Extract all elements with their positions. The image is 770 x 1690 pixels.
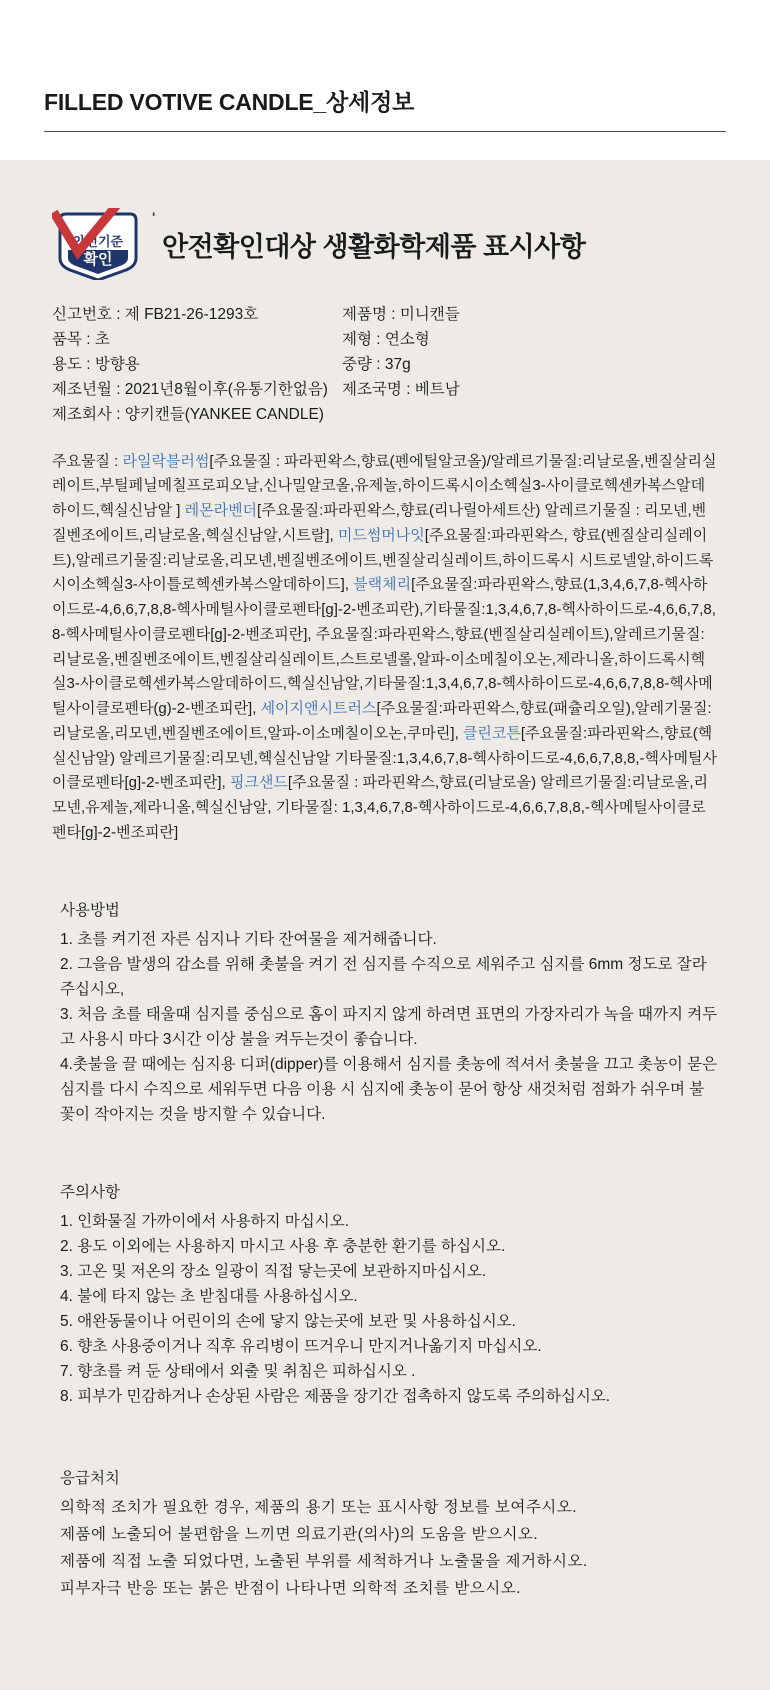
emergency-line: 제품에 직접 노출 되었다면, 노출된 부위를 세척하거나 노출물을 제거하시오. [60, 1552, 588, 1570]
ingredient-name: 라일락블러썸 [122, 452, 210, 470]
usage-title: 사용방법 [60, 901, 120, 919]
emergency-line: 의학적 조치가 필요한 경우, 제품의 용기 또는 표시사항 정보를 보여주시오. [60, 1498, 578, 1516]
ingredient-detail: [주요물질:파라핀왁스,향료(헥실신남알) 알레르기물질:리모넨,헥실신남알 기타물질:1,3,4,6,7,8-헥사하이드로-4,6,6,7,8,8,-헥사메틸사이클로펜타[g]-2-벤조피란], [52, 724, 717, 792]
usage-body [52, 927, 718, 1128]
caution-line: 5. 애완동물이나 어린이의 손에 닿지 않는곳에 보관 및 사용하십시오. [60, 1313, 516, 1331]
ingredient-name: 핑크샌드 [229, 774, 288, 792]
product-info-left [52, 302, 342, 428]
page-title: FILLED VOTIVE CANDLE_상세정보 [44, 89, 415, 115]
header-divider [44, 131, 726, 132]
ingredient-detail: [주요물질 : 파라핀왁스,향료(펜에틸알코올)/알레르기물질:리날로올,벤질살리실레이트,부틸페닐메칠프로피오날,신나밀알코올,유제놀,하이드록시이소헥실3-사이클로헥센카복스알데하이드,헥실신남알 ] [52, 452, 717, 520]
caution-body [52, 1209, 718, 1410]
page-header [0, 0, 770, 131]
product-info-right [342, 302, 718, 428]
info-manufacture-date: 제조년월 : 2021년8월이후(유통기한없음) [52, 381, 328, 399]
info-manufacturer: 제조회사 : 양키캔들(YANKEE CANDLE) [52, 406, 324, 424]
caution-title: 주의사항 [60, 1183, 120, 1201]
usage-line: 2. 그을음 발생의 감소를 위해 촛불을 켜기 전 심지를 수직으로 세워주고 심지를 6mm 정도로 잘라 주십시오, [60, 955, 707, 998]
caution-line: 7. 향초를 켜 둔 상태에서 외출 및 취침은 피하십시오 . [60, 1363, 416, 1381]
info-product-name: 제품명 : 미니캔들 [342, 306, 460, 323]
ingredient-name: 레몬라벤더 [184, 502, 258, 520]
info-usage: 용도 : 방향용 [52, 356, 140, 374]
caution-line: 6. 향초 사용중이거나 직후 유리병이 뜨거우니 만지거나옮기지 마십시오. [60, 1338, 542, 1356]
emergency-line: 제품에 노출되어 불편함을 느끼면 의료기관(의사)의 도움을 받으시오. [60, 1525, 539, 1543]
ingredient-name: 클린코튼 [462, 724, 521, 742]
safety-heading-text: 안전확인대상 생활화학제품 표시사항 [162, 231, 586, 262]
emergency-body [52, 1495, 718, 1603]
info-weight: 중량 : 37g [342, 356, 411, 374]
emergency-section [52, 1410, 718, 1604]
usage-line: 1. 초를 켜기전 자른 심지나 기타 잔여물을 제거해줍니다. [60, 930, 437, 948]
usage-line: 3. 처음 초를 태울때 심지를 중심으로 홈이 파지지 않게 하려면 표면의 가장자리가 녹을 때까지 켜두고 사용시 마다 3시간 이상 불을 켜두는것이 좋습니다. [60, 1005, 718, 1049]
ingredient-detail: [주요물질:파라핀왁스, 향료(벤질살리실레이트),알레르기물질:리날로올,리모넨,벤질벤조에이트,벤질살리실레이트,하이드록시 시트로넬알,하이드록시이소헥실3-사이틀로헥센카복스알데하이드], [52, 526, 714, 594]
comma-mark: ' [152, 208, 155, 225]
ingredient-detail: [주요물질 : 파라핀왁스,향료(리날로올) 알레르기물질:리날로올,리모넨,유제놀,제라니올,헥실신남알, 기타물질: 1,3,4,6,7,8-헥사하이드로-4,6,6,7,8,8,-헥사메틸사이클로펜타[g]-2-벤조피란] [52, 774, 708, 841]
usage-section [52, 846, 718, 1128]
info-item-type: 품목 : 초 [52, 331, 110, 349]
kc-safety-mark-icon [52, 208, 148, 280]
caution-line: 2. 용도 이외에는 사용하지 마시고 사용 후 충분한 환기를 하십시오. [60, 1237, 506, 1255]
info-form: 제형 : 연소형 [342, 331, 430, 349]
ingredient-detail: [주요물질:파라핀왁스,향료(1,3,4,6,7,8-헥사하이드로-4,6,6,7,8,8-헥사메틸사이클로펜타[g]-2-벤조피란),기타물질:1,3,4,6,7,8-헥사하이드로-4,6,6,7,8,8-헥사메틸사이클로펜타[g]-2-벤조피란], 주요물질:파라핀왁스,향료(벤질살리실레이트),알레르기물질:리날로올,벤질벤조에이트,벤질살리실레이트,스트로넬롤,알파-이소메칠이오논,제라니올,하이드록시헥실3-사이클로헥센카복스알데하이드,헥실신남알,기타물질:1,3,4,6,7,8-헥사하이드로-4,6,6,7,8,8-헥사메틸사이클로펜타(g)-2-벤조피란], [52, 576, 716, 718]
usage-line: 4.촛불을 끌 때에는 심지용 디퍼(dipper)를 이용해서 심지를 촛농에 적셔서 촛불을 끄고 촛농이 묻은 심지를 다시 수직으로 세워두면 다음 이용 시 심지에 촛농이 묻어 항상 새것처럼 점화가 쉬우며 불꽃이 작아지는 것을 방지할 수 있습니다. [60, 1056, 718, 1124]
svg-text:안전기준: 안전기준 [72, 234, 124, 249]
safety-logo-row [52, 200, 718, 302]
caution-line: 4. 불에 타지 않는 초 받침대를 사용하십시오. [60, 1287, 358, 1305]
caution-line: 3. 고온 및 저온의 장소 일광이 직접 닿는곳에 보관하지마십시오. [60, 1262, 487, 1280]
caution-line: 8. 피부가 민감하거나 손상된 사람은 제품을 장기간 접촉하지 않도록 주의하십시오. [60, 1388, 611, 1406]
content-panel [0, 160, 770, 1690]
ingredient-detail: [주요물질:파라핀왁스,향료(리나릴아세트산) 알레르기물질 : 리모넨,벤질벤조에이트,리날로올,헥실신남알,시트랄], [52, 502, 707, 544]
ingredient-detail: [주요물질:파라핀왁스,향료(패츌리오일),알레기물질:리날로올,리모넨,벤질벤조에이트,알파-이소메칠이오논,쿠마린], [52, 700, 712, 742]
ingredients-paragraph [52, 444, 718, 846]
safety-heading [152, 208, 586, 264]
ingredient-name: 세이지앤시트러스 [260, 700, 377, 718]
info-country: 제조국명 : 베트남 [342, 381, 460, 399]
product-info [52, 302, 718, 444]
ingredient-name: 블랙체리 [353, 576, 412, 594]
emergency-line: 피부자극 반응 또는 붉은 반점이 나타나면 의학적 조치를 받으시오. [60, 1579, 522, 1597]
ingredients-label: 주요물질 : [52, 452, 123, 470]
svg-text:확인: 확인 [83, 251, 113, 268]
ingredient-name: 미드썸머나잇 [337, 526, 425, 544]
emergency-title: 응급처치 [60, 1469, 120, 1487]
caution-section [52, 1128, 718, 1410]
info-report-number: 신고번호 : 제 FB21-26-1293호 [52, 306, 259, 323]
caution-line: 1. 인화물질 가까이에서 사용하지 마십시오. [60, 1212, 350, 1230]
